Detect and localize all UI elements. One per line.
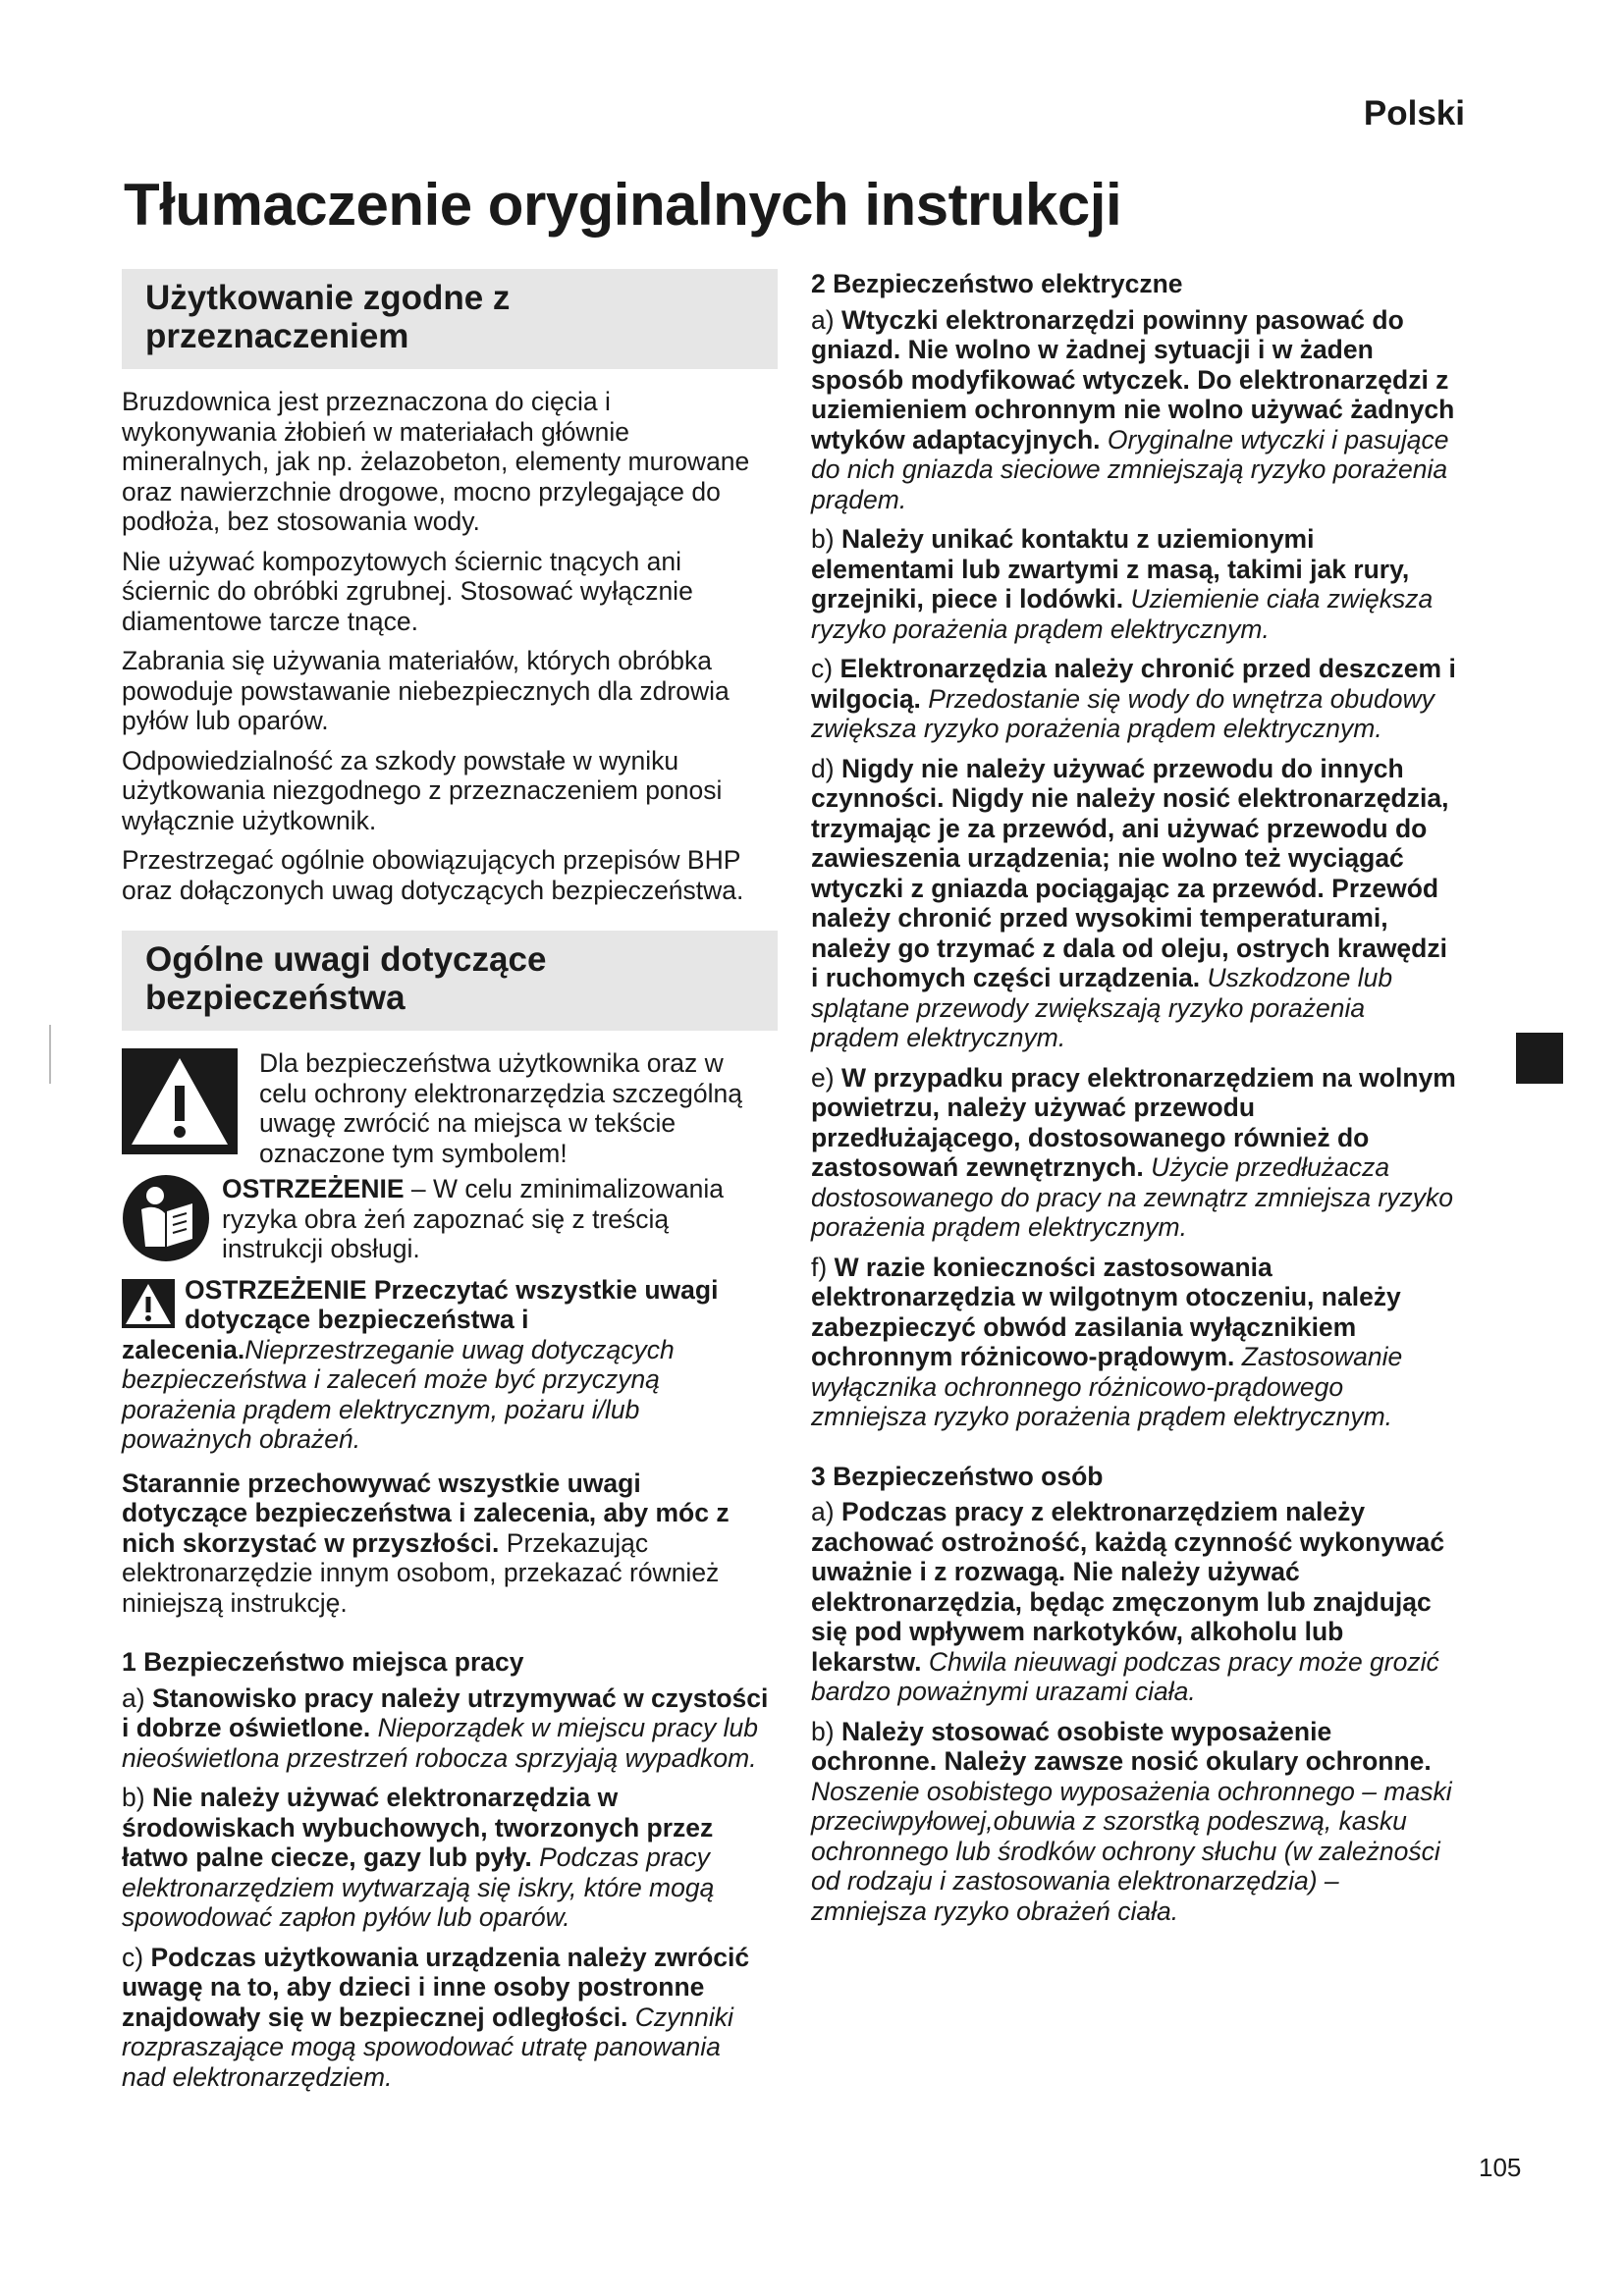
workplace-c-prefix: c) — [122, 1942, 151, 1972]
section-tab-marker — [1516, 1033, 1563, 1084]
workplace-a-bold: Stanowisko pracy należy utrzymywać w czystości i dobrze oświetlone. — [122, 1682, 769, 1742]
electrical-d-prefix: d) — [811, 753, 841, 783]
manual-warning-text — [222, 1174, 770, 1264]
warning-small-icon — [122, 1279, 175, 1335]
electrical-d-italic: Uszkodzone lub splątane przewody zwiększają ryzyko porażenia prądem elektrycznym. — [811, 963, 1393, 1052]
warning-triangle-icon — [122, 1048, 238, 1161]
workplace-a-italic: Nieporządek w miejscu pracy lub nieoświetlona przestrzeń robocza sprzyjają wypadkom. — [122, 1713, 758, 1773]
electrical-a-prefix: a) — [811, 304, 841, 335]
electrical-a-bold: Wtyczki elektronarzędzi powinny pasować do gniazd. Nie wolno w żadnej sytuacji i w żaden sposób modyfikować wtyczek. Do elektronarzędzi z uziemieniem ochronnym nie wolno używać żadnych wtyków adaptacyjnych. — [811, 304, 1455, 454]
intended-use-p3: Zabrania się używania materiałów, których obróbka powoduje powstawanie niebezpiecznych dla zdrowia pyłów lub oparów. — [122, 646, 730, 735]
workplace-a — [122, 1683, 770, 1774]
electrical-e-prefix: e) — [811, 1062, 841, 1093]
general-warning-bold: OSTRZEŻENIE Przeczytać wszystkie uwagi dotyczące bezpieczeństwa i zalecenia. — [122, 1274, 719, 1364]
general-safety-heading: Ogólne uwagi dotyczące bezpieczeństwa — [145, 940, 547, 1017]
electrical-f-prefix: f) — [811, 1252, 835, 1282]
symbol-note-row — [122, 1048, 770, 1168]
personal-b-prefix: b) — [811, 1716, 841, 1746]
page-number: 105 — [1479, 2153, 1522, 2182]
general-warning-paragraph — [122, 1275, 770, 1455]
intended-use-p4: Odpowiedzialność za szkody powstałe w wyniku użytkowania niezgodnego z przeznaczeniem ponosi wyłącznie użytkownik. — [122, 745, 723, 835]
electrical-b-italic: Uziemienie ciała zwiększa ryzyko porażenia prądem elektrycznym. — [811, 584, 1434, 644]
intended-use-heading-box — [122, 269, 778, 369]
personal-b-bold: Należy stosować osobiste wyposażenie ochronne. Należy zawsze nosić okulary ochronne. — [811, 1716, 1432, 1776]
workplace-b-prefix: b) — [122, 1783, 152, 1812]
intended-use-heading: Użytkowanie zgodne z przeznaczeniem — [145, 279, 511, 355]
general-warning-italic: Nieprzestrzeganie uwag dotyczących bezpieczeństwa i zaleceń może być przyczyną porażenia prądem elektrycznym, pożaru i/lub poważnych obrażeń. — [122, 1334, 675, 1454]
personal-b — [811, 1717, 1459, 1927]
electrical-f — [811, 1253, 1459, 1432]
intended-use-p5: Przestrzegać ogólnie obowiązujących przepisów BHP oraz dołączonych uwag dotyczących bezpieczeństwa. — [122, 845, 744, 905]
page-title: Tłumaczenie oryginalnych instrukcji — [124, 172, 1122, 238]
manual-warning-body: – W celu zminimalizowania ryzyka obra żeń zapoznać się z treścią instrukcji obsługi. — [222, 1174, 724, 1263]
electrical-f-bold: W razie konieczności zastosowania elektronarzędzia w wilgotnym otoczeniu, należy zabezpieczyć obwód zasilania wyłącznikiem ochronnym różnicowo-prądowym. — [811, 1252, 1401, 1371]
margin-mark — [49, 1025, 51, 1084]
electrical-e — [811, 1063, 1459, 1243]
workplace-heading: 1 Bezpieczeństwo miejsca pracy — [122, 1647, 524, 1677]
electrical-a — [811, 305, 1459, 515]
personal-a-italic: Chwila nieuwagi podczas pracy może grozić bardzo poważnymi urazami ciała. — [811, 1646, 1439, 1706]
workplace-a-prefix: a) — [122, 1682, 152, 1713]
intended-use-p1: Bruzdownica jest przeznaczona do cięcia i wykonywania żłobień w materiałach głównie mineralnych, jak np. żelazobeton, elementy murowane oraz nawierzchnie drogowe, mocno przylegające do podłoża, bez stosowania wody. — [122, 387, 750, 536]
personal-a — [811, 1497, 1459, 1707]
personal-b-italic: Noszenie osobistego wyposażenia ochronnego – maski przeciwpyłowej,obuwia z szorstką podeszwą, kasku ochronnego lub środków ochrony słuchu (w zależności od rodzaju i zastosowania elektronarzędzia) – zmniejsza ryzyko obrażeń ciała. — [811, 1776, 1452, 1926]
electrical-d — [811, 754, 1459, 1053]
workplace-c — [122, 1943, 770, 2093]
personal-a-bold: Podczas pracy z elektronarzędziem należy zachować ostrożność, każdą czynność wykonywać uważnie i z rozwagą. Nie należy używać elektronarzędzia, będąc zmęczonym lub znajdując się pod wpływem narkotyków, alkoholu lub lekarstw. — [811, 1497, 1445, 1677]
workplace-b-bold: Nie należy używać elektronarzędzia w środowiskach wybuchowych, tworzonych przez łatwo palne ciecze, gazy lub pyły. — [122, 1783, 714, 1872]
intended-use-p2: Nie używać kompozytowych ściernic tnących ani ściernic do obróbki zgrubnej. Stosować wyłącznie diamentowe tarcze tnące. — [122, 546, 693, 636]
electrical-heading: 2 Bezpieczeństwo elektryczne — [811, 269, 1183, 298]
workplace-b-italic: Podczas pracy elektronarzędziem wytwarzają się iskry, które mogą spowodować zapłon pyłów lub oparów. — [122, 1842, 715, 1932]
keep-instructions-normal: Przekazując elektronarzędzie innym osobom, przekazać również niniejszą instrukcję. — [122, 1527, 720, 1618]
read-manual-icon — [122, 1174, 210, 1269]
electrical-b — [811, 524, 1459, 644]
manual-warning-row — [122, 1174, 770, 1269]
electrical-d-bold: Nigdy nie należy używać przewodu do innych czynności. Nigdy nie należy nosić elektronarzędzia, trzymając je za przewód, ani używać przewodu do zawieszenia urządzenia; nie wolno też wyciągać wtyczki z gniazda pociągając za przewód. Przewód należy chronić przed wysokimi temperaturami, należy go trzymać z dala od oleju, ostrych krawędzi i ruchomych części urządzenia. — [811, 753, 1449, 992]
language-label: Polski — [1363, 94, 1465, 133]
symbol-note-text: Dla bezpieczeństwa użytkownika oraz w celu ochrony elektronarzędzia szczególną uwagę zwrócić na miejsca w tekście oznaczone tym symbolem! — [259, 1048, 742, 1168]
electrical-e-bold: W przypadku pracy elektronarzędziem na wolnym powietrzu, należy używać przewodu przedłużającego, dostosowanego również do zastosowań zewnętrznych. — [811, 1062, 1456, 1182]
keep-instructions-bold: Starannie przechowywać wszystkie uwagi dotyczące bezpieczeństwa i zalecenia, aby móc z nich skorzystać w przyszłości. — [122, 1468, 730, 1558]
personal-heading: 3 Bezpieczeństwo osób — [811, 1461, 1104, 1491]
electrical-e-italic: Użycie przedłużacza dostosowanego do pracy na zewnątrz zmniejsza ryzyko porażenia prądem elektrycznym. — [811, 1152, 1453, 1242]
left-column — [122, 269, 770, 2102]
manual-warning-label: OSTRZEŻENIE — [222, 1174, 405, 1203]
electrical-c-prefix: c) — [811, 654, 840, 683]
personal-a-prefix: a) — [811, 1497, 841, 1526]
keep-instructions-paragraph — [122, 1468, 770, 1619]
right-column — [811, 269, 1459, 1936]
electrical-c-italic: Przedostanie się wody do wnętrza obudowy zwiększa ryzyko porażenia prądem elektrycznym. — [811, 683, 1435, 743]
workplace-c-italic: Czynniki rozpraszające mogą spowodować utratę panowania nad elektronarzędziem. — [122, 2002, 733, 2092]
workplace-c-bold: Podczas użytkowania urządzenia należy zwrócić uwagę na to, aby dzieci i inne osoby postronne znajdowały się w bezpiecznej odległości. — [122, 1942, 750, 2032]
electrical-c-bold: Elektronarzędzia należy chronić przed deszczem i wilgocią. — [811, 654, 1456, 714]
electrical-b-prefix: b) — [811, 524, 841, 554]
electrical-b-bold: Należy unikać kontaktu z uziemionymi elementami lub zwartymi z masą, takimi jak rury, grzejniki, piece i lodówki. — [811, 524, 1410, 614]
general-safety-heading-box — [122, 931, 778, 1031]
electrical-f-italic: Zastosowanie wyłącznika ochronnego różnicowo-prądowego zmniejsza ryzyko porażenia prądem elektrycznym. — [811, 1342, 1403, 1431]
electrical-a-italic: Oryginalne wtyczki i pasujące do nich gniazda sieciowe zmniejszają ryzyko porażenia prądem. — [811, 424, 1449, 514]
electrical-c — [811, 654, 1459, 744]
workplace-b — [122, 1783, 770, 1933]
